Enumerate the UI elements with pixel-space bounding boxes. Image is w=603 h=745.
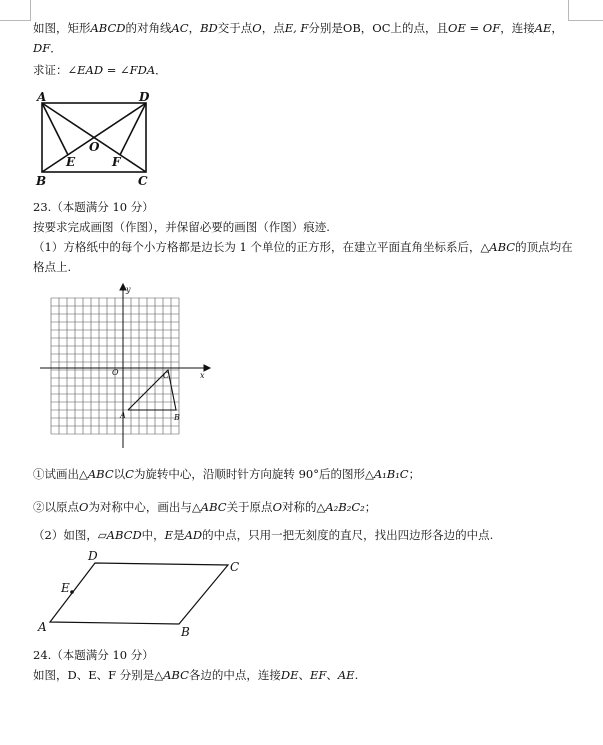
segment-df	[120, 103, 146, 155]
label-grid-c: C	[163, 371, 170, 380]
label-e: E	[66, 155, 76, 169]
label-grid-a: A	[120, 411, 126, 420]
problem24-statement: 如图，D、E、F 分别是△ABC各边的中点，连接DE、EF、AE.	[33, 668, 359, 682]
diagonal-ac	[42, 103, 146, 172]
label-d: D	[139, 90, 150, 104]
problem22-statement-line1: 如图，矩形ABCD的对角线AC，BD交于点O，点E, F分别是OB，OC上的点，且OE = OF，连接AE，	[33, 21, 563, 35]
label-a: A	[37, 90, 47, 104]
problem23-task1: ①试画出△ABC以C为旋转中心，沿顺时针方向旋转 90°后的图形△A₁B₁C；	[33, 467, 421, 481]
label-origin: O	[112, 368, 119, 377]
label-para-c: C	[230, 560, 240, 574]
triangle-abc	[128, 370, 176, 410]
label-b: B	[36, 174, 47, 188]
grid-lines	[51, 298, 179, 434]
parallelogram-abcd	[50, 563, 228, 624]
diagonal-bd	[42, 103, 146, 172]
segment-ae	[42, 103, 68, 155]
label-grid-b: B	[174, 413, 180, 422]
problem22-prove: 求证：∠EAD = ∠FDA．	[33, 63, 167, 77]
x-axis-arrow	[204, 365, 210, 371]
label-para-a: A	[38, 620, 47, 634]
label-x-axis: x	[200, 371, 205, 380]
problem22-statement-line2: DF．	[33, 41, 62, 55]
y-axis-arrow	[120, 284, 126, 290]
label-para-b: B	[181, 625, 190, 639]
problem23-task2: ②以原点O为对称中心，画出与△ABC关于原点O对称的△A₂B₂C₂；	[33, 500, 377, 514]
corner-mark-top-right	[568, 0, 603, 21]
problem23-header: 23.（本题满分 10 分）	[33, 200, 154, 214]
problem23-part1-line1: （1）方格纸中的每个小方格都是边长为 1 个单位的正方形，在建立平面直角坐标系后，△ABC的顶点均在	[33, 240, 573, 254]
problem23-part2: （2）如图，▱ABCD中，E是AD的中点，只用一把无刻度的直尺，找出四边形各边的中点.	[33, 528, 494, 542]
rectangle-abcd	[42, 103, 146, 172]
label-para-d: D	[88, 549, 98, 563]
point-e	[70, 590, 74, 594]
label-f: F	[112, 155, 121, 169]
corner-mark-top-left	[0, 0, 31, 21]
problem23-instruction: 按要求完成画图（作图），并保留必要的画图（作图）痕迹.	[33, 220, 330, 234]
label-para-e: E	[61, 581, 70, 595]
problem23-part1-line2: 格点上.	[33, 260, 72, 274]
label-c: C	[138, 174, 148, 188]
label-y-axis: y	[126, 285, 131, 294]
problem24-header: 24.（本题满分 10 分）	[33, 648, 154, 662]
label-o: O	[89, 140, 100, 154]
